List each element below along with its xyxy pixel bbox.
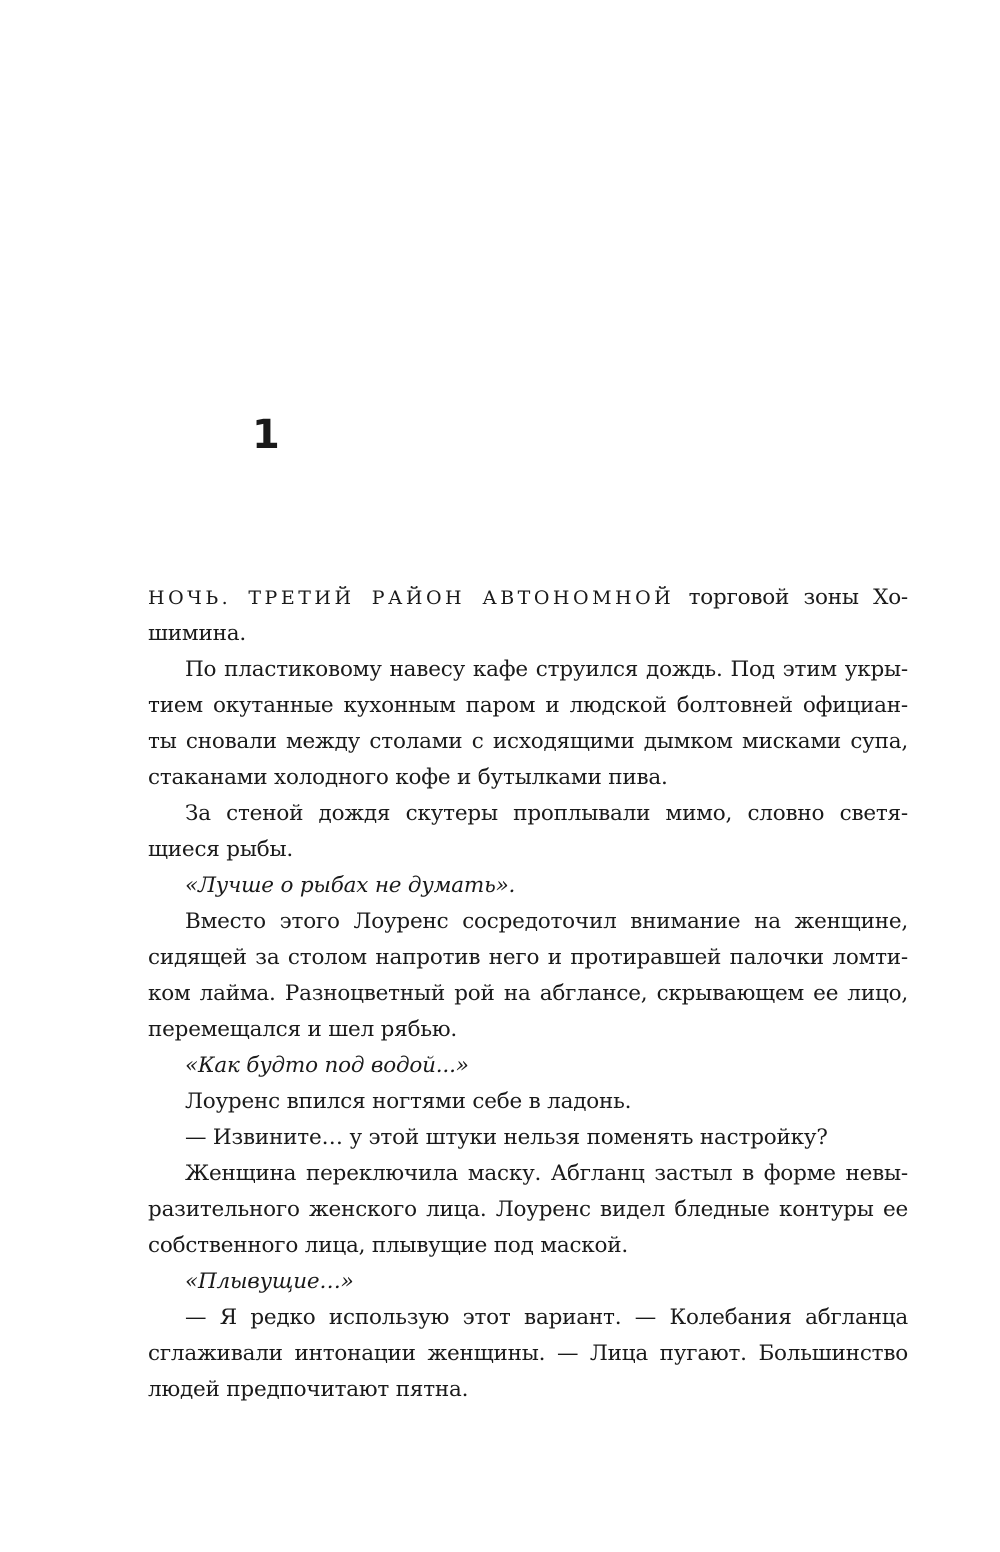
text-line: «Как будто под водой...» bbox=[185, 1053, 469, 1078]
chapter-number: 1 bbox=[252, 412, 280, 458]
text-line: Лоуренс впился ногтями себе в ладонь. bbox=[185, 1089, 632, 1114]
text-line: За стеной дождя скутеры проплывали мимо, словно светя- bbox=[185, 801, 908, 826]
opening-smallcaps: НОЧЬ. ТРЕТИЙ РАЙОН АВТОНОМНОЙ bbox=[148, 587, 675, 609]
text-line: шимина. bbox=[148, 621, 246, 646]
text-line: «Плывущие…» bbox=[185, 1269, 354, 1294]
text-line: — Извините… у этой штуки нельзя поменять настройку? bbox=[185, 1125, 828, 1150]
opening-rest: торговой зоны Хо- bbox=[674, 585, 908, 610]
text-line: собственного лица, плывущие под маской. bbox=[148, 1233, 629, 1258]
text-line bbox=[148, 580, 908, 616]
text-line: ты сновали между столами с исходящими дымком мисками супа, bbox=[148, 729, 908, 754]
text-line: перемещался и шел рябью. bbox=[148, 1017, 457, 1042]
text-line: тием окутанные кухонным паром и людской болтовней официан- bbox=[148, 693, 908, 718]
text-line: сидящей за столом напротив него и протиравшей палочки ломти- bbox=[148, 945, 908, 970]
text-line: разительного женского лица. Лоуренс видел бледные контуры ее bbox=[148, 1197, 908, 1222]
text-line: сглаживали интонации женщины. — Лица пугают. Большинство bbox=[148, 1341, 908, 1366]
text-line: щиеся рыбы. bbox=[148, 837, 294, 862]
text-line: ком лайма. Разноцветный рой на абглансе, скрывающем ее лицо, bbox=[148, 981, 908, 1006]
text-line: По пластиковому навесу кафе струился дождь. Под этим укры- bbox=[185, 657, 908, 682]
text-line: стаканами холодного кофе и бутылками пива. bbox=[148, 765, 668, 790]
text-line: людей предпочитают пятна. bbox=[148, 1377, 469, 1402]
text-line: — Я редко использую этот вариант. — Колебания абгланца bbox=[185, 1305, 908, 1330]
text-line: Женщина переключила маску. Абгланц застыл в форме невы- bbox=[185, 1161, 908, 1186]
text-line: «Лучше о рыбах не думать». bbox=[185, 873, 516, 898]
text-line: Вместо этого Лоуренс сосредоточил внимание на женщине, bbox=[185, 909, 908, 934]
